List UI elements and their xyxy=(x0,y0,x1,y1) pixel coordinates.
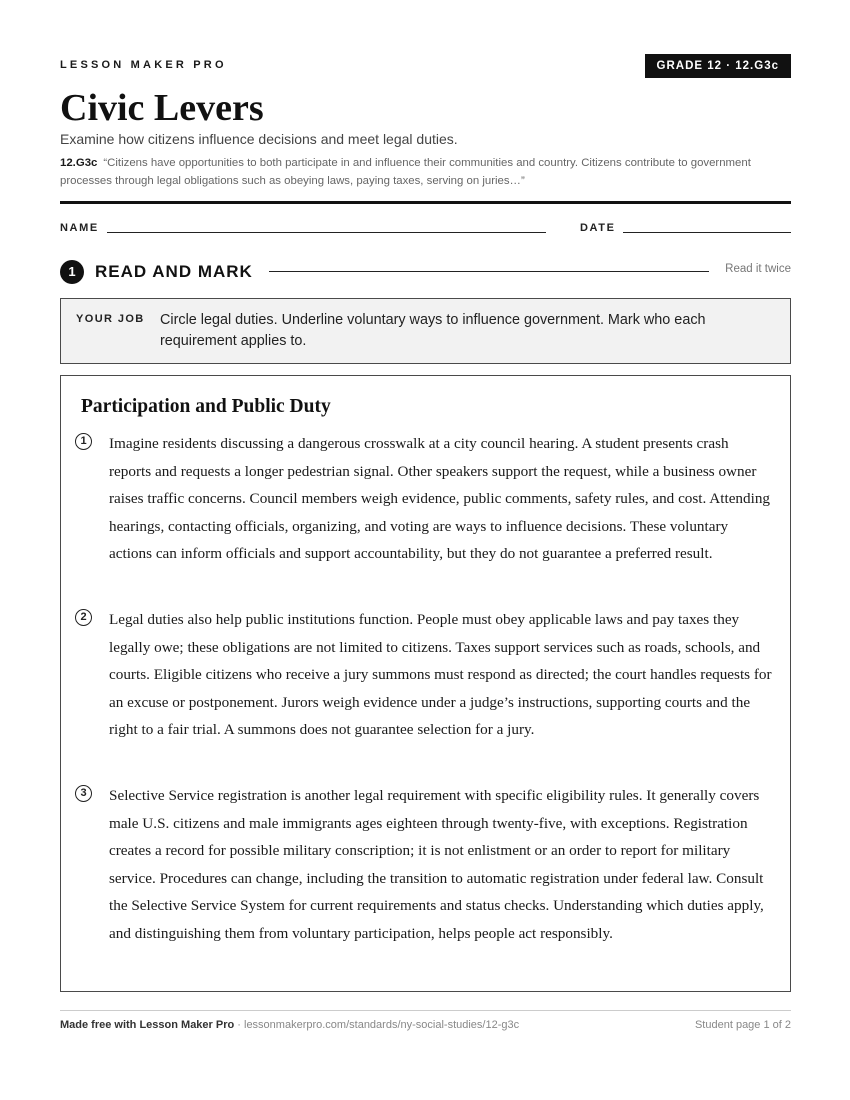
footer-made-with: Made free with Lesson Maker Pro xyxy=(60,1019,235,1031)
date-label: DATE xyxy=(580,222,616,234)
name-field-line[interactable] xyxy=(107,232,546,233)
section-number-badge: 1 xyxy=(60,260,84,284)
standard-code: 12.G3c xyxy=(60,157,98,169)
footer-page-number: Student page 1 of 2 xyxy=(694,1019,791,1031)
name-label: NAME xyxy=(60,222,99,234)
brand-name: LESSON MAKER PRO xyxy=(60,59,227,71)
standard-text: “Citizens have opportunities to both participate in and influence their communities and country. Citizens contribute to government processes through legal obligations such as obeying laws, paying taxes, serving on juries…” xyxy=(60,157,751,187)
worksheet-page xyxy=(60,0,791,1100)
instructions-label: YOUR JOB xyxy=(76,313,145,325)
footer-credit xyxy=(60,1019,519,1031)
paragraph-text: Imagine residents discussing a dangerous crosswalk at a city council hearing. A student presents crash reports and requests a longer pedestrian signal. Other speakers support the request, while a business owner raises traffic concerns. Council members weigh evidence, public comments, safety rules, and cost. Attending hearings, contacting officials, organizing, and voting are ways to influence decisions. These voluntary actions can inform officials and support accountability, but they do not guarantee a preferred result. xyxy=(109,435,771,562)
paragraph-text: Legal duties also help public institutions function. People must obey applicable laws and pay taxes they legally owe; these obligations are not limited to citizens. Taxes support services such as roads, schools, and courts. Eligible citizens who receive a jury summons must respond as directed; the court handles requests for an excuse or postponement. Jurors weigh evidence under a judge’s instructions, supporting courts and the right to a fair trial. A summons does not guarantee selection for a jury. xyxy=(109,611,772,738)
paragraph-number-badge: 3 xyxy=(75,785,92,802)
paragraph-number-badge: 2 xyxy=(75,609,92,626)
date-field-line[interactable] xyxy=(623,232,791,233)
footer-divider xyxy=(60,1010,791,1011)
section-title: READ AND MARK xyxy=(95,262,253,281)
reading-title: Participation and Public Duty xyxy=(81,396,331,417)
instructions-text: Circle legal duties. Underline voluntary ways to influence government. Mark who each requirement applies to. xyxy=(160,312,706,349)
instructions-box xyxy=(60,298,791,364)
paragraph-text: Selective Service registration is another legal requirement with specific eligibility rules. It generally covers male U.S. citizens and male immigrants ages eighteen through twenty-five, with exceptions. Registration creates a record for possible military conscription; it is not enlistment or an order to report for military service. Procedures can change, including the transition to automatic registration under federal law. Consult the Selective Service System for current requirements and status checks. Understanding which duties apply, and distinguishing them from voluntary participation, helps people act responsibly. xyxy=(109,787,764,942)
section-rule xyxy=(269,271,709,272)
standard-description xyxy=(60,155,760,190)
paragraph-number-badge: 1 xyxy=(75,433,92,450)
page-title: Civic Levers xyxy=(60,87,264,129)
header-divider xyxy=(60,201,791,204)
section-note: Read it twice xyxy=(725,263,791,275)
footer-url[interactable]: · lessonmakerpro.com/standards/ny-social-studies/12-g3c xyxy=(234,1019,520,1031)
grade-badge: GRADE 12 · 12.G3c xyxy=(645,54,791,78)
page-subtitle: Examine how citizens influence decisions and meet legal duties. xyxy=(60,131,458,147)
reading-passage xyxy=(60,375,791,992)
